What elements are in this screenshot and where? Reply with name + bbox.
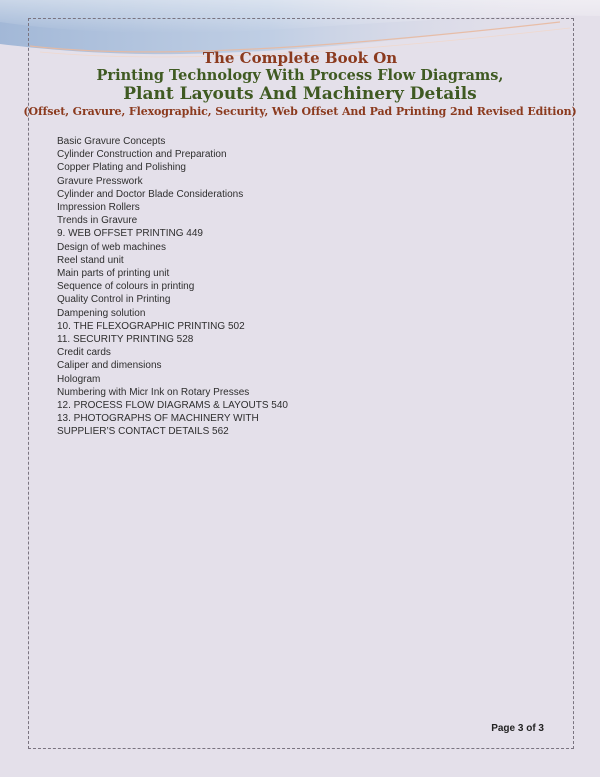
toc-item: Quality Control in Printing [57, 294, 171, 306]
toc-item: Dampening solution [57, 307, 146, 319]
toc-chapter: 11. SECURITY PRINTING 528 [57, 334, 194, 346]
toc-chapter: 10. THE FLEXOGRAPHIC PRINTING 502 [57, 320, 245, 332]
toc-item: Hologram [57, 373, 101, 385]
toc-item: Cylinder and Doctor Blade Considerations [57, 188, 244, 200]
title-line-3: Plant Layouts And Machinery Details [123, 84, 477, 104]
page-number: Page 3 of 3 [491, 723, 544, 734]
title-subtitle: (Offset, Gravure, Flexographic, Security, Web Offset And Pad Printing 2nd Revised Edition) [23, 105, 577, 118]
toc-item: Numbering with Micr Ink on Rotary Presses [57, 386, 250, 398]
toc-item: Main parts of printing unit [57, 268, 170, 280]
toc-item: Gravure Presswork [57, 175, 143, 187]
title-line-1: The Complete Book On [202, 49, 398, 67]
title-line-2: Printing Technology With Process Flow Diagrams, [96, 67, 504, 84]
toc-item: Basic Gravure Concepts [57, 136, 166, 147]
toc-item: Impression Rollers [57, 202, 140, 214]
toc-chapter-continued: SUPPLIER’S CONTACT DETAILS 562 [57, 426, 229, 438]
toc-chapter: 9. WEB OFFSET PRINTING 449 [57, 228, 203, 240]
toc-item: Sequence of colours in printing [57, 281, 195, 293]
toc-item: Cylinder Construction and Preparation [57, 149, 227, 161]
toc-item: Caliper and dimensions [57, 360, 162, 372]
toc-chapter: 12. PROCESS FLOW DIAGRAMS & LAYOUTS 540 [57, 400, 288, 412]
toc-item: Reel stand unit [57, 254, 124, 266]
toc-chapter: 13. PHOTOGRAPHS OF MACHINERY WITH [57, 413, 259, 425]
toc-item: Trends in Gravure [57, 215, 138, 227]
toc-item: Copper Plating and Polishing [57, 162, 186, 174]
table-of-contents-list [57, 135, 557, 439]
toc-item: Design of web machines [57, 241, 166, 253]
toc-item: Credit cards [57, 347, 111, 359]
book-title-block [0, 50, 600, 119]
